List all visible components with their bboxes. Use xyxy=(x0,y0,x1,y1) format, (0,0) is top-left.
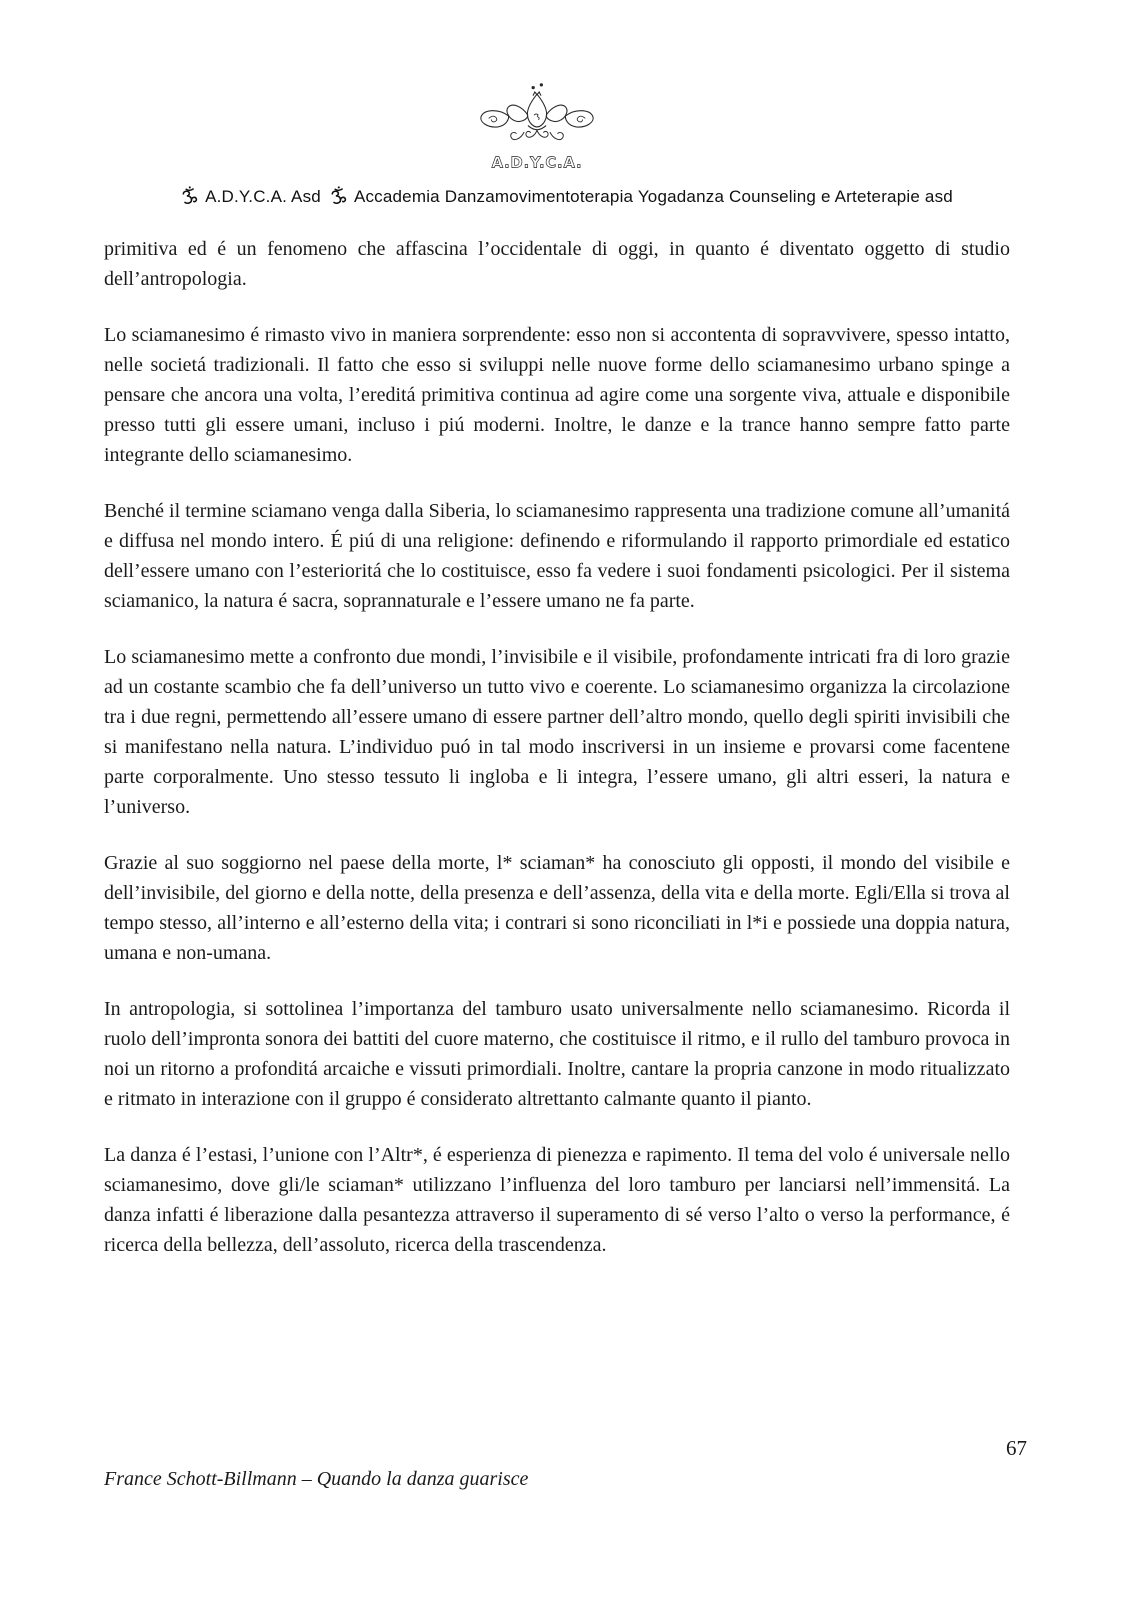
adyca-logo xyxy=(477,78,597,178)
om-icon xyxy=(328,186,349,207)
header-association-line xyxy=(0,186,1132,207)
page-number: 67 xyxy=(1006,1436,1027,1460)
paragraph: primitiva ed é un fenomeno che affascina l’occidentale di oggi, in quanto é diventato oggetto di studio dell’antropologia. xyxy=(104,238,1010,290)
footer-book-credit: France Schott-Billmann – Quando la danza guarisce xyxy=(104,1468,529,1490)
paragraph: Benché il termine sciamano venga dalla Siberia, lo sciamanesimo rappresenta una tradizione comune all’umanitá e diffusa nel mondo intero. É piú di una religione: definendo e riformulando il rapporto primordiale ed estatico dell’essere umano con l’esterioritá che lo costituisce, esso fa vedere i suoi fondamenti psicologici. Per il sistema sciamanico, la natura é sacra, soprannaturale e l’essere umano ne fa parte. xyxy=(104,500,1010,612)
paragraph: Grazie al suo soggiorno nel paese della morte, l* sciaman* ha conosciuto gli opposti, il mondo del visibile e dell’invisibile, del giorno e della notte, della presenza e dell’assenza, della vita e della morte. Egli/Ella si trova al tempo stesso, all’interno e all’esterno della vita; i contrari si sono riconciliati in l*i e possiede una doppia natura, umana e non-umana. xyxy=(104,852,1010,964)
logo-wordmark: A.D.Y.C.A. xyxy=(491,154,583,172)
page-body-text xyxy=(104,234,1010,1286)
om-icon xyxy=(179,186,200,207)
org-short-name: A.D.Y.C.A. Asd xyxy=(205,186,321,206)
paragraph: Lo sciamanesimo mette a confronto due mondi, l’invisibile e il visibile, profondamente intricati fra di loro grazie ad un costante scambio che fa dell’universo un tutto vivo e coerente. Lo sciamanesimo organizza la circolazione tra i due regni, permettendo all’essere umano di essere partner dell’altro mondo, quello degli spiriti invisibili che si manifestano nella natura. L’individuo puó in tal modo inscriversi in un insieme e provarsi come facentene parte corporalmente. Uno stesso tessuto li ingloba e li integra, l’essere umano, gli altri esseri, la natura e l’universo. xyxy=(104,646,1010,818)
paragraph: La danza é l’estasi, l’unione con l’Altr*, é esperienza di pienezza e rapimento. Il tema del volo é universale nello sciamanesimo, dove gli/le sciaman* utilizzano l’influenza del loro tamburo per lanciarsi nell’immensitá. La danza infatti é liberazione dalla pesantezza attraverso il superamento di sé verso l’alto o verso la performance, é ricerca della bellezza, dell’assoluto, ricerca della trascendenza. xyxy=(104,1144,1010,1256)
paragraph: In antropologia, si sottolinea l’importanza del tamburo usato universalmente nello sciamanesimo. Ricorda il ruolo dell’impronta sonora dei battiti del cuore materno, che costituisce il ritmo, e il rullo del tamburo provoca in noi un ritorno a profonditá arcaiche e vissuti primordiali. Inoltre, cantare la propria canzone in modo ritualizzato e ritmato in interazione con il gruppo é considerato altrettanto calmante quanto il pianto. xyxy=(104,998,1010,1110)
paragraph: Lo sciamanesimo é rimasto vivo in maniera sorprendente: esso non si accontenta di sopravvivere, spesso intatto, nelle societá tradizionali. Il fatto che esso si sviluppi nelle nuove forme dello sciamanesimo urbano spinge a pensare che ancora una volta, l’ereditá primitiva continua ad agire come una sorgente viva, attuale e disponibile presso tutti gli essere umani, incluso i piú moderni. Inoltre, le danze e la trance hanno sempre fatto parte integrante dello sciamanesimo. xyxy=(104,324,1010,466)
org-full-name: Accademia Danzamovimentoterapia Yogadanza Counseling e Arteterapie asd xyxy=(353,186,953,206)
lotus-flower-icon xyxy=(477,78,597,178)
